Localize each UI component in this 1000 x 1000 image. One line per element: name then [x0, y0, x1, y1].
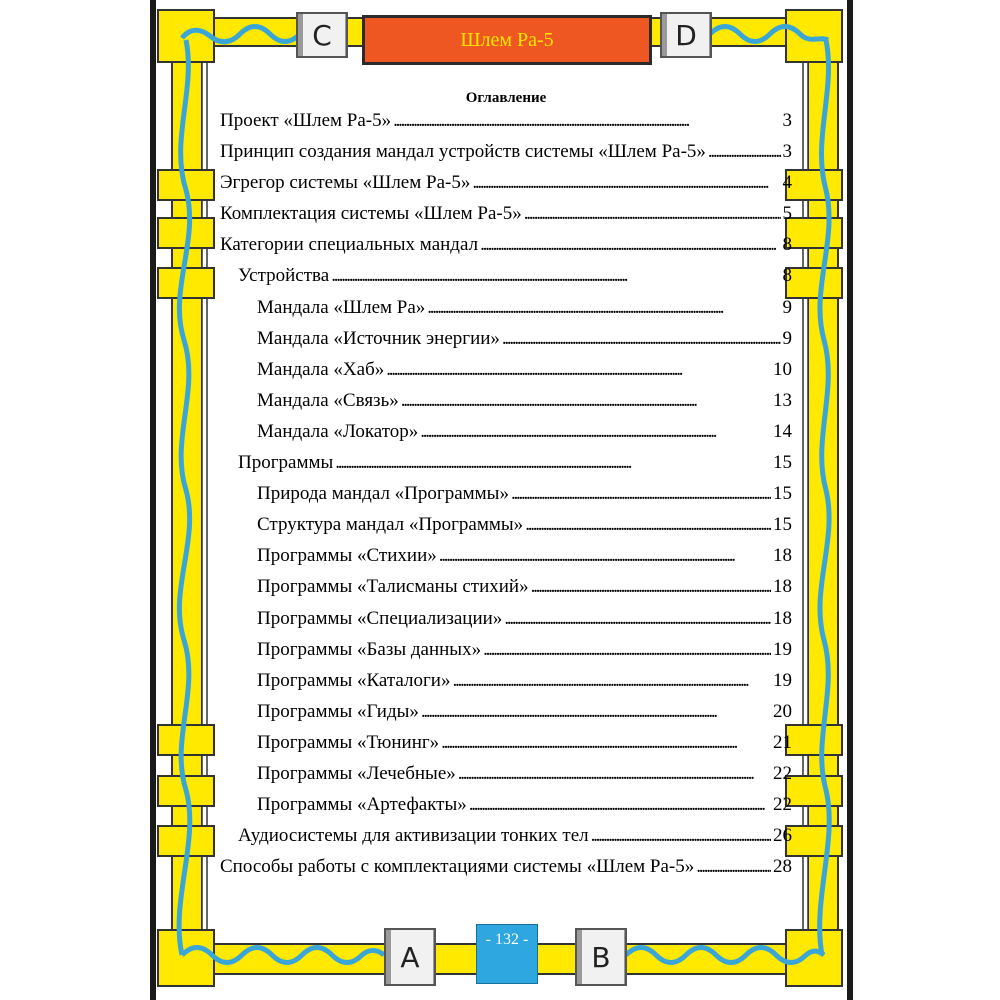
- toc-entry-page: 18: [773, 607, 792, 629]
- toc-entry-title: Структура мандал «Программы»: [257, 514, 524, 536]
- toc-entry-title: Эгрегор системы «Шлем Ра-5»: [220, 172, 471, 194]
- right-coupling: [786, 725, 842, 755]
- toc-entry[interactable]: [220, 545, 792, 576]
- toc-dot-leader: [458, 763, 771, 785]
- toc-entry-title: Программы «Талисманы стихий»: [257, 576, 529, 598]
- toc-entry-title: Мандала «Локатор»: [257, 420, 419, 442]
- toc-entry[interactable]: [220, 576, 792, 607]
- toc-entry-page: 15: [773, 483, 792, 505]
- corner-block-top-right: [786, 10, 842, 62]
- toc-entry[interactable]: [220, 701, 792, 732]
- toc-dot-leader: [504, 608, 771, 630]
- toc-entry-page: 10: [773, 358, 792, 380]
- toc-entry[interactable]: [220, 670, 792, 701]
- toc-entry-page: 22: [773, 762, 792, 784]
- toc-entry[interactable]: [220, 390, 792, 421]
- toc-entry-title: Программы «Каталоги»: [257, 669, 451, 691]
- toc-entry-page: 28: [773, 856, 792, 878]
- toc-entry[interactable]: [220, 452, 792, 483]
- toc-entry-page: 8: [782, 265, 792, 287]
- toc-dot-leader: [480, 234, 780, 256]
- toc-dot-leader: [531, 576, 771, 598]
- left-coupling: [158, 725, 214, 755]
- toc-dot-leader: [427, 297, 780, 319]
- toc-entry[interactable]: [220, 359, 792, 390]
- toc-entry-page: 20: [773, 700, 792, 722]
- toc-entry[interactable]: [220, 608, 792, 639]
- toc-dot-leader: [708, 141, 781, 163]
- toc-entry-title: Мандала «Связь»: [257, 389, 399, 411]
- toc-entry-title: Мандала «Шлем Ра»: [257, 296, 426, 318]
- toc-entry-title: Категории специальных мандал: [220, 234, 479, 256]
- toc-dot-leader: [469, 794, 771, 816]
- page-number: - 132 -: [476, 924, 538, 984]
- toc-entry-page: 3: [782, 110, 792, 131]
- toc-entry[interactable]: [220, 234, 792, 265]
- toc-entry[interactable]: [220, 110, 792, 141]
- toc-entry[interactable]: [220, 825, 792, 856]
- toc-entry[interactable]: [220, 328, 792, 359]
- toc-entry-title: Программы «Артефакты»: [257, 794, 467, 816]
- toc-entry-page: 26: [773, 825, 792, 847]
- right-coupling: [786, 776, 842, 806]
- toc-heading: Оглавление: [465, 90, 547, 106]
- toc-entry[interactable]: [220, 297, 792, 328]
- toc-dot-leader: [591, 825, 771, 847]
- toc-entry-title: Устройства: [238, 265, 330, 287]
- toc-entry-title: Аудиосистемы для активизации тонких тел: [238, 825, 589, 847]
- toc-dot-leader: [386, 359, 771, 381]
- toc-entry[interactable]: [220, 203, 792, 234]
- right-coupling: [786, 826, 842, 856]
- toc-dot-leader: [421, 701, 771, 723]
- toc-dot-leader: [439, 545, 771, 567]
- right-coupling: [786, 268, 842, 298]
- toc-entry-page: 8: [782, 234, 792, 256]
- page-title: [362, 15, 652, 65]
- toc-entry-page: 9: [782, 327, 792, 349]
- toc-entry[interactable]: [220, 141, 792, 172]
- toc-entry-page: 18: [773, 576, 792, 598]
- toc-dot-leader: [483, 639, 771, 661]
- toc-entry-title: Природа мандал «Программы»: [257, 483, 509, 505]
- toc-entry-title: Проект «Шлем Ра-5»: [220, 110, 392, 131]
- toc-entry-page: 5: [782, 203, 792, 225]
- connector-d: D: [660, 12, 712, 58]
- toc-entry[interactable]: [220, 483, 792, 514]
- corner-block-bottom-right: [786, 930, 842, 986]
- toc-dot-leader: [524, 203, 781, 225]
- right-coupling: [786, 218, 842, 248]
- toc-entry-title: Программы «Лечебные»: [257, 762, 456, 784]
- toc-dot-leader: [452, 670, 771, 692]
- toc-entry[interactable]: [220, 732, 792, 763]
- toc-entry[interactable]: [220, 172, 792, 203]
- page-title-text: Шлем Ра-5: [460, 28, 554, 51]
- toc-dot-leader: [525, 514, 771, 536]
- toc-dot-leader: [393, 110, 780, 132]
- toc-entry[interactable]: [220, 514, 792, 545]
- toc-entry-page: 4: [782, 172, 792, 194]
- toc-entry-title: Мандала «Источник энергии»: [257, 327, 500, 349]
- toc-entry[interactable]: [220, 421, 792, 452]
- toc-entry-page: 19: [773, 669, 792, 691]
- toc-entry-title: Программы «Стихии»: [257, 545, 437, 567]
- toc-dot-leader: [401, 390, 771, 412]
- toc-dot-leader: [696, 856, 771, 878]
- table-of-contents: [220, 110, 792, 887]
- right-coupling: [786, 170, 842, 200]
- connector-c: C: [296, 12, 348, 58]
- toc-entry-title: Программы «Специализации»: [257, 607, 503, 629]
- toc-entry-page: 15: [773, 514, 792, 536]
- toc-entry[interactable]: [220, 794, 792, 825]
- toc-dot-leader: [441, 732, 771, 754]
- toc-entry-page: 15: [773, 452, 792, 474]
- toc-dot-leader: [511, 483, 771, 505]
- toc-entry-page: 13: [773, 389, 792, 411]
- toc-entry[interactable]: [220, 265, 792, 296]
- toc-entry-page: 19: [773, 638, 792, 660]
- toc-entry-title: Программы «Гиды»: [257, 700, 419, 722]
- toc-dot-leader: [420, 421, 771, 443]
- toc-entry-page: 21: [773, 731, 792, 753]
- toc-entry[interactable]: [220, 639, 792, 670]
- toc-entry-title: Программы «Тюнинг»: [257, 731, 440, 753]
- toc-entry[interactable]: [220, 856, 792, 887]
- toc-entry-title: Мандала «Хаб»: [257, 358, 385, 380]
- toc-entry-page: 9: [782, 296, 792, 318]
- connector-b: B: [575, 928, 627, 986]
- toc-entry-title: Способы работы с комплектациями системы «Шлем Ра-5»: [220, 856, 695, 878]
- toc-entry-title: Программы «Базы данных»: [257, 638, 482, 660]
- toc-dot-leader: [335, 452, 771, 474]
- toc-entry-title: Программы: [238, 452, 334, 474]
- left-coupling: [158, 268, 214, 298]
- toc-dot-leader: [472, 172, 780, 194]
- corner-block-bottom-left: [158, 930, 214, 986]
- connector-a: A: [384, 928, 436, 986]
- toc-entry-page: 3: [782, 141, 792, 163]
- toc-dot-leader: [502, 328, 781, 350]
- toc-entry-page: 18: [773, 545, 792, 567]
- toc-entry-title: Принцип создания мандал устройств системы «Шлем Ра-5»: [220, 141, 706, 163]
- toc-dot-leader: [331, 265, 780, 287]
- toc-entry[interactable]: [220, 763, 792, 794]
- toc-entry-page: 14: [773, 420, 792, 442]
- toc-entry-page: 22: [773, 794, 792, 816]
- toc-entry-title: Комплектация системы «Шлем Ра-5»: [220, 203, 522, 225]
